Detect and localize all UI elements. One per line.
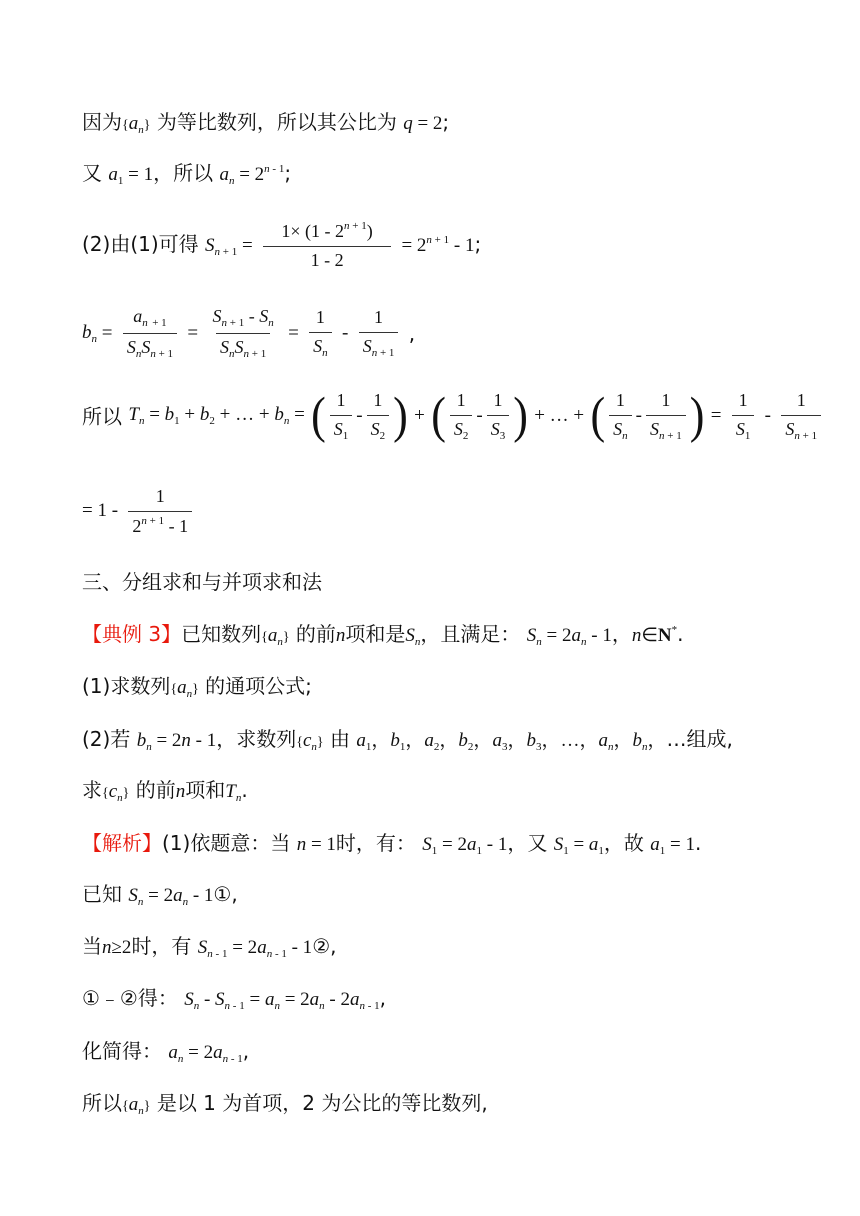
line-5: 所以 $T_n = b_1 + b_2$ + … + $b_n$ = ( $\frac{1}{S_1}$ - $\frac{1}{S_2}$ ) + ( $\frac{1}{S_2}$ - $\frac{1}{S_3}$ ) + … + ( $\frac{1}{S_n}$ - $\frac{1}{S_n _{+ 1}}$ ) = $\frac{1}{S_1}$ - $\frac{1}{S_n _{+ 1}}$ <box>82 390 825 443</box>
line-1: 因为$\{a_n\}$ 为等比数列，所以其公比为 q = 2; <box>82 110 450 136</box>
example-3: 【典例 3】已知数列$\{a_n\}$ 的前n项和是$S_n$，且满足： $S_n = 2a_n - 1$，n∈N*. <box>82 622 684 648</box>
solution-tag: 【解析】 <box>82 831 162 855</box>
solution-1: 【解析】(1)依题意：当 n = 1时，有： $S_1 = 2a_1 - 1$，又 $S_1 = a_1$，故 $a_1 = 1$. <box>82 831 702 857</box>
solution-6: 所以$\{a_n\}$ 是以 1 为首项，2 为公比的等比数列, <box>82 1091 488 1117</box>
solution-4: ①﹣②得： $S_n - S_n$ $_{- 1} = a_n = 2a_n - 2a_n$ $_{- 1}$, <box>82 986 387 1012</box>
example-tag: 【典例 3】 <box>82 622 182 646</box>
solution-2: 已知 $S_n = 2a_n$ - 1①, <box>82 882 238 908</box>
line-2: 又 $a_1 = 1$，所以 $a_n = 2^{n - 1}$; <box>82 161 292 187</box>
solution-5: 化简得： $a_n = 2a_n$ $_{- 1}$, <box>82 1039 250 1065</box>
solution-3: 当n≥2时，有 $S_n$ $_{- 1} = 2a_n$ $_{- 1}$ - 1②, <box>82 934 337 960</box>
line-3: (2)由(1)可得 $S_n$ $_{+ 1}$ = $\frac{1\times (1 - 2^{n + 1})}{1 - 2}$ = $2^{n + 1} - 1$; <box>82 220 482 270</box>
line-6: = 1 - $\frac{1}{2^{n + 1} - 1}$ <box>82 486 196 537</box>
line-4: $b_n$ = $\frac{a_n _{+ 1}}{S_nS_n _{+ 1}}$ = $\frac{S_n _{+ 1} - S_n}{S_nS_n _{+ 1}}$ = $\frac{1}{S_n}$ - $\frac{1}{S_n _{+ 1}}$ , <box>82 306 416 361</box>
section-title: 三、分组求和与并项求和法 <box>82 570 322 594</box>
question-2: (2)若 $b_n = 2n - 1$，求数列$\{c_n\}$ 由 $a_1$，$b_1$，$a_2$，$b_2$，$a_3$，$b_3$，…，$a_n$，$b_n$，…组成, <box>82 727 733 753</box>
question-1: (1)求数列$\{a_n\}$ 的通项公式; <box>82 674 312 700</box>
question-2-cont: 求$\{c_n\}$ 的前n项和$T_n$. <box>82 778 248 804</box>
